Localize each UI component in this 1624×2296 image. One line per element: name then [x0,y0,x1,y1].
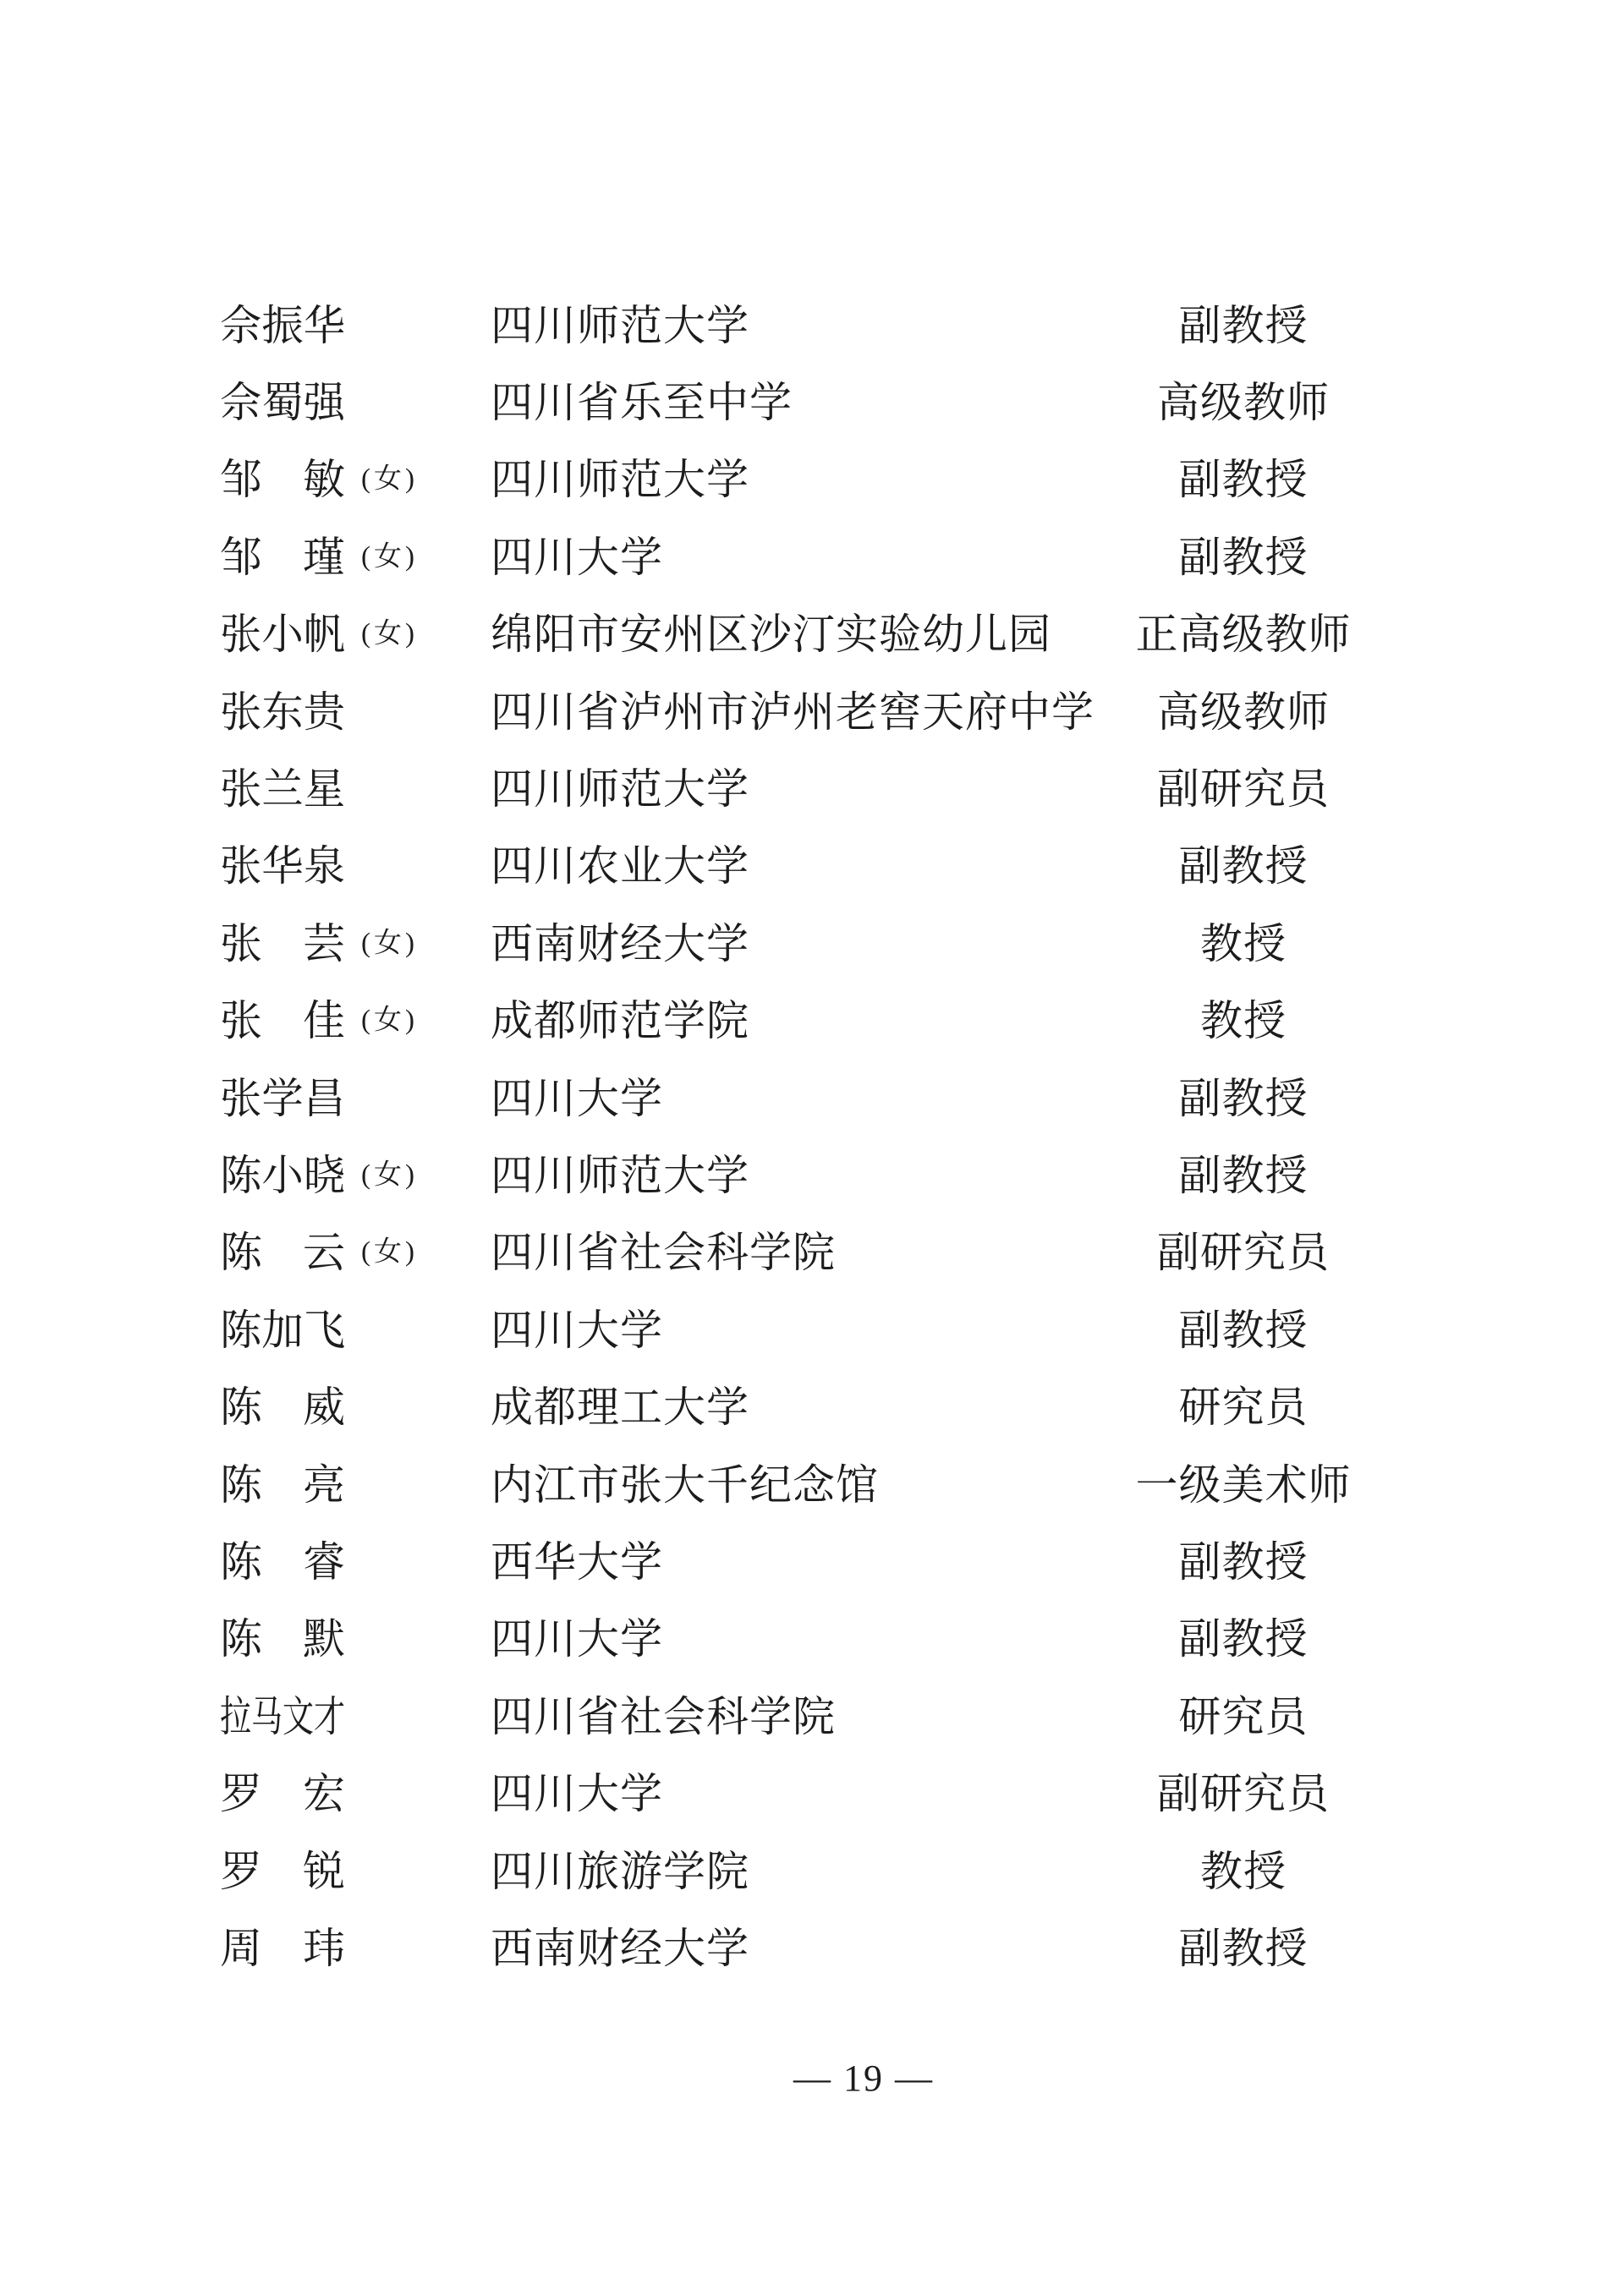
professional-title: 副研究员 [1157,1770,1330,1818]
professional-title: 副教授 [1178,1924,1309,1972]
professional-title: 副教授 [1178,456,1309,504]
person-name [220,1615,345,1663]
table-row [0,1601,1624,1678]
name-character: 瑾 [303,533,345,581]
name-character: 张 [220,611,262,659]
name-character: 陈 [220,1537,262,1586]
professional-title: 研究员 [1178,1692,1309,1740]
person-name [220,1924,345,1972]
professional-title: 教授 [1200,1847,1287,1895]
organization: 四川大学 [491,533,663,581]
organization: 四川大学 [491,1615,663,1663]
page-number: — 19 — [793,2058,934,2099]
professional-title: 高级教师 [1157,379,1330,427]
name-character: 敏 [303,456,345,504]
organization: 四川省社会科学院 [491,1692,836,1740]
professional-title: 副教授 [1178,1615,1309,1663]
person-name [220,1537,345,1586]
name-character: 飞 [303,1306,346,1354]
name-character: 华 [261,842,304,890]
person-name [220,997,345,1045]
professional-title: 正高级教师 [1135,611,1352,659]
person-name [220,1384,345,1432]
professional-title: 副教授 [1178,1537,1309,1586]
gender-note: (女) [361,1159,418,1191]
professional-title: 高级教师 [1157,688,1330,736]
person-name [220,1229,345,1277]
name-character: 东 [261,688,304,736]
name-character: 锐 [303,1847,345,1895]
organization: 四川大学 [491,1306,663,1354]
name-character: 帆 [303,611,346,659]
roster-table [0,287,1624,1987]
person-name [220,1847,345,1895]
gender-note: (女) [361,928,418,959]
name-character: 云 [303,1229,345,1277]
name-character: 晓 [303,1151,346,1199]
name-character: 张 [220,688,262,736]
person-name [220,765,346,814]
name-character: 才 [314,1692,345,1740]
name-character: 星 [303,765,346,814]
name-character: 振 [261,301,304,349]
person-name [220,301,346,349]
organization: 四川大学 [491,1074,663,1122]
name-character: 拉 [220,1692,251,1740]
table-row [0,1833,1624,1910]
professional-title: 副教授 [1178,842,1309,890]
name-character: 宏 [303,1770,345,1818]
name-character: 马 [251,1692,283,1740]
person-name [220,842,346,890]
name-character: 泉 [303,842,346,890]
name-character: 张 [220,919,262,967]
person-name [220,1770,345,1818]
gender-note: (女) [361,618,418,649]
name-character: 小 [261,611,304,659]
name-character: 陈 [220,1151,262,1199]
person-name [220,1306,346,1354]
organization: 西南财经大学 [491,919,749,967]
name-character: 陈 [220,1460,262,1509]
professional-title: 副教授 [1178,1074,1309,1122]
name-character: 强 [303,379,346,427]
organization: 四川农业大学 [491,842,749,890]
name-character: 小 [261,1151,304,1199]
table-row [0,983,1624,1060]
professional-title: 副教授 [1178,301,1309,349]
professional-title: 副研究员 [1157,765,1330,814]
organization: 成都师范学院 [491,997,749,1045]
organization: 四川省乐至中学 [491,379,793,427]
name-character: 亮 [303,1460,345,1509]
name-character: 蜀 [261,379,304,427]
table-row [0,1523,1624,1600]
table-row [0,673,1624,750]
name-character: 陈 [220,1384,262,1432]
table-row [0,287,1624,364]
organization: 四川师范大学 [491,765,749,814]
table-row [0,1137,1624,1214]
name-character: 陈 [220,1615,262,1663]
name-character: 周 [220,1924,262,1972]
name-character: 邹 [220,456,262,504]
organization: 成都理工大学 [491,1384,749,1432]
gender-note: (女) [361,1236,418,1268]
name-character: 张 [220,997,262,1045]
professional-title: 副教授 [1178,1151,1309,1199]
name-character: 加 [261,1306,304,1354]
table-row [0,518,1624,595]
table-row [0,441,1624,518]
person-name [220,379,346,427]
professional-title: 教授 [1200,919,1287,967]
name-character: 罗 [220,1847,262,1895]
professional-title: 副教授 [1178,533,1309,581]
name-character: 佘 [220,379,262,427]
organization: 内江市张大千纪念馆 [491,1460,879,1509]
person-name [220,533,345,581]
name-character: 张 [220,765,262,814]
organization: 四川师范大学 [491,456,749,504]
person-name [220,688,346,736]
professional-title: 副研究员 [1157,1229,1330,1277]
person-name [220,1151,346,1199]
name-character: 佘 [220,301,262,349]
name-character: 邹 [220,533,262,581]
gender-note: (女) [361,541,418,573]
name-character: 华 [303,301,346,349]
organization: 西南财经大学 [491,1924,749,1972]
professional-title: 研究员 [1178,1384,1309,1432]
name-character: 陈 [220,1306,262,1354]
organization: 绵阳市安州区沙汀实验幼儿园 [491,611,1051,659]
person-name [220,456,345,504]
table-row [0,1060,1624,1137]
table-row [0,1446,1624,1523]
name-character: 陈 [220,1229,262,1277]
person-name [220,1074,346,1122]
table-row [0,364,1624,441]
table-row [0,596,1624,673]
organization: 四川师范大学 [491,301,749,349]
organization: 四川师范大学 [491,1151,749,1199]
name-character: 文 [283,1692,314,1740]
person-name [220,1460,345,1509]
person-name [220,1692,345,1740]
name-character: 佳 [303,997,345,1045]
gender-note: (女) [361,463,418,495]
table-row [0,1910,1624,1986]
table-row [0,1678,1624,1755]
person-name [220,919,345,967]
name-character: 学 [261,1074,304,1122]
name-character: 威 [303,1384,345,1432]
organization: 四川省社会科学院 [491,1229,836,1277]
professional-title: 副教授 [1178,1306,1309,1354]
person-name [220,611,346,659]
table-row [0,1214,1624,1291]
name-character: 贵 [303,688,346,736]
name-character: 罗 [220,1770,262,1818]
name-character: 张 [220,842,262,890]
name-character: 默 [303,1615,345,1663]
table-row [0,1368,1624,1445]
name-character: 兰 [261,765,304,814]
table-row [0,1755,1624,1832]
table-row [0,905,1624,982]
name-character: 昌 [303,1074,346,1122]
name-character: 玮 [303,1924,345,1972]
name-character: 芸 [303,919,345,967]
table-row [0,1291,1624,1368]
name-character: 睿 [303,1537,345,1586]
professional-title: 教授 [1200,997,1287,1045]
organization: 四川大学 [491,1770,663,1818]
professional-title: 一级美术师 [1135,1460,1352,1509]
gender-note: (女) [361,1005,418,1036]
table-row [0,828,1624,905]
table-row [0,750,1624,827]
name-character: 张 [220,1074,262,1122]
organization: 四川省泸州市泸州老窖天府中学 [491,688,1095,736]
organization: 西华大学 [491,1537,663,1586]
organization: 四川旅游学院 [491,1847,749,1895]
